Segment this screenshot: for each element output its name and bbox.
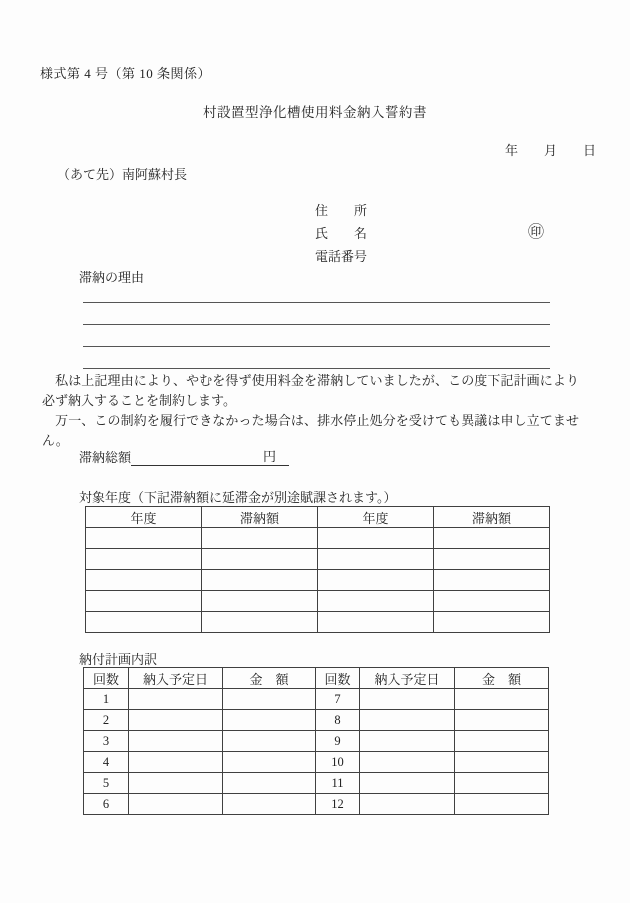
column-header: 納入予定日 (129, 668, 223, 689)
column-header: 金 額 (223, 668, 316, 689)
name-label: 氏 名 (315, 226, 368, 241)
table-cell (360, 794, 455, 815)
table-cell (223, 773, 316, 794)
table-cell (318, 549, 434, 570)
column-header: 納入予定日 (360, 668, 455, 689)
address-label: 住 所 (315, 203, 368, 218)
arrears-total-unit: 円 (263, 449, 277, 464)
header-row (86, 507, 550, 528)
table-row (84, 689, 549, 710)
table-cell (86, 591, 202, 612)
table-cell (434, 528, 550, 549)
table-cell (434, 570, 550, 591)
table-cell (86, 612, 202, 633)
table-cell (318, 528, 434, 549)
seal-mark-icon: ㊞ (528, 224, 545, 241)
table-cell (86, 570, 202, 591)
table-cell (360, 710, 455, 731)
table-cell (223, 752, 316, 773)
table-cell: 4 (84, 752, 129, 773)
pledge-paragraph-2: 万一、この制約を履行できなかった場合は、排水停止処分を受けても異議は申し立てません。 (42, 413, 579, 448)
table-cell (360, 773, 455, 794)
table-row (86, 549, 550, 570)
pledge-paragraphs (42, 371, 579, 451)
contact-block (315, 199, 367, 268)
arrears-table (85, 506, 550, 633)
pledge-paragraph-1: 私は上記理由により、やむを得ず使用料金を滞納していましたが、この度下記計画により必ず納入することを制約します。 (42, 373, 579, 408)
table-cell (86, 549, 202, 570)
column-header: 回数 (316, 668, 360, 689)
page-title: 村設置型浄化槽使用料金納入誓約書 (203, 105, 427, 120)
table-cell: 6 (84, 794, 129, 815)
table-cell (434, 549, 550, 570)
form-number: 様式第 4 号（第 10 条関係） (40, 66, 212, 81)
table-cell (318, 612, 434, 633)
payment-plan-table (83, 667, 549, 815)
table-row (84, 794, 549, 815)
table-cell (455, 752, 549, 773)
reason-writing-line (83, 346, 550, 347)
date-line: 年 月 日 (504, 143, 596, 158)
table-cell: 3 (84, 731, 129, 752)
table-cell (455, 689, 549, 710)
table-cell (202, 528, 318, 549)
table-cell (455, 773, 549, 794)
table-cell (223, 710, 316, 731)
payment-plan-heading: 納付計画内訳 (79, 652, 158, 667)
table-cell (318, 591, 434, 612)
table-cell (202, 591, 318, 612)
table-row (84, 773, 549, 794)
table-cell (360, 752, 455, 773)
arrears-total-label: 滞納総額 (79, 450, 132, 465)
table-cell: 12 (316, 794, 360, 815)
table-cell: 5 (84, 773, 129, 794)
reason-writing-line (83, 368, 550, 369)
arrears-reason-label: 滞納の理由 (79, 270, 145, 285)
table-cell (129, 794, 223, 815)
table-cell: 9 (316, 731, 360, 752)
table-cell (360, 689, 455, 710)
table-cell (360, 731, 455, 752)
table-cell (129, 689, 223, 710)
reason-writing-line (83, 302, 550, 303)
table-cell (202, 612, 318, 633)
table-cell: 1 (84, 689, 129, 710)
column-header: 回数 (84, 668, 129, 689)
target-years-heading: 対象年度（下記滞納額に延滞金が別途賦課されます。） (79, 490, 397, 505)
table-cell (434, 612, 550, 633)
column-header: 金 額 (455, 668, 549, 689)
table-cell (223, 689, 316, 710)
column-header: 滞納額 (434, 507, 550, 528)
table-cell (129, 731, 223, 752)
table-cell (455, 710, 549, 731)
table-row (86, 528, 550, 549)
table-cell (434, 591, 550, 612)
addressee-line: （あて先）南阿蘇村長 (57, 167, 188, 182)
phone-label: 電話番号 (315, 249, 368, 264)
table-cell: 10 (316, 752, 360, 773)
table-cell (129, 773, 223, 794)
table-row (84, 710, 549, 731)
header-row (84, 668, 549, 689)
table-row (86, 591, 550, 612)
column-header: 年度 (318, 507, 434, 528)
arrears-total-line (79, 446, 289, 466)
table-cell: 2 (84, 710, 129, 731)
table-cell (202, 570, 318, 591)
table-cell (318, 570, 434, 591)
table-cell: 11 (316, 773, 360, 794)
table-row (86, 570, 550, 591)
arrears-total-blank (131, 446, 289, 466)
table-cell (223, 731, 316, 752)
column-header: 滞納額 (202, 507, 318, 528)
reason-writing-line (83, 324, 550, 325)
table-cell (129, 710, 223, 731)
table-cell: 8 (316, 710, 360, 731)
table-row (84, 752, 549, 773)
table-cell: 7 (316, 689, 360, 710)
table-cell (455, 794, 549, 815)
column-header: 年度 (86, 507, 202, 528)
table-cell (455, 731, 549, 752)
table-cell (86, 528, 202, 549)
table-cell (202, 549, 318, 570)
table-cell (129, 752, 223, 773)
table-cell (223, 794, 316, 815)
table-row (84, 731, 549, 752)
table-row (86, 612, 550, 633)
